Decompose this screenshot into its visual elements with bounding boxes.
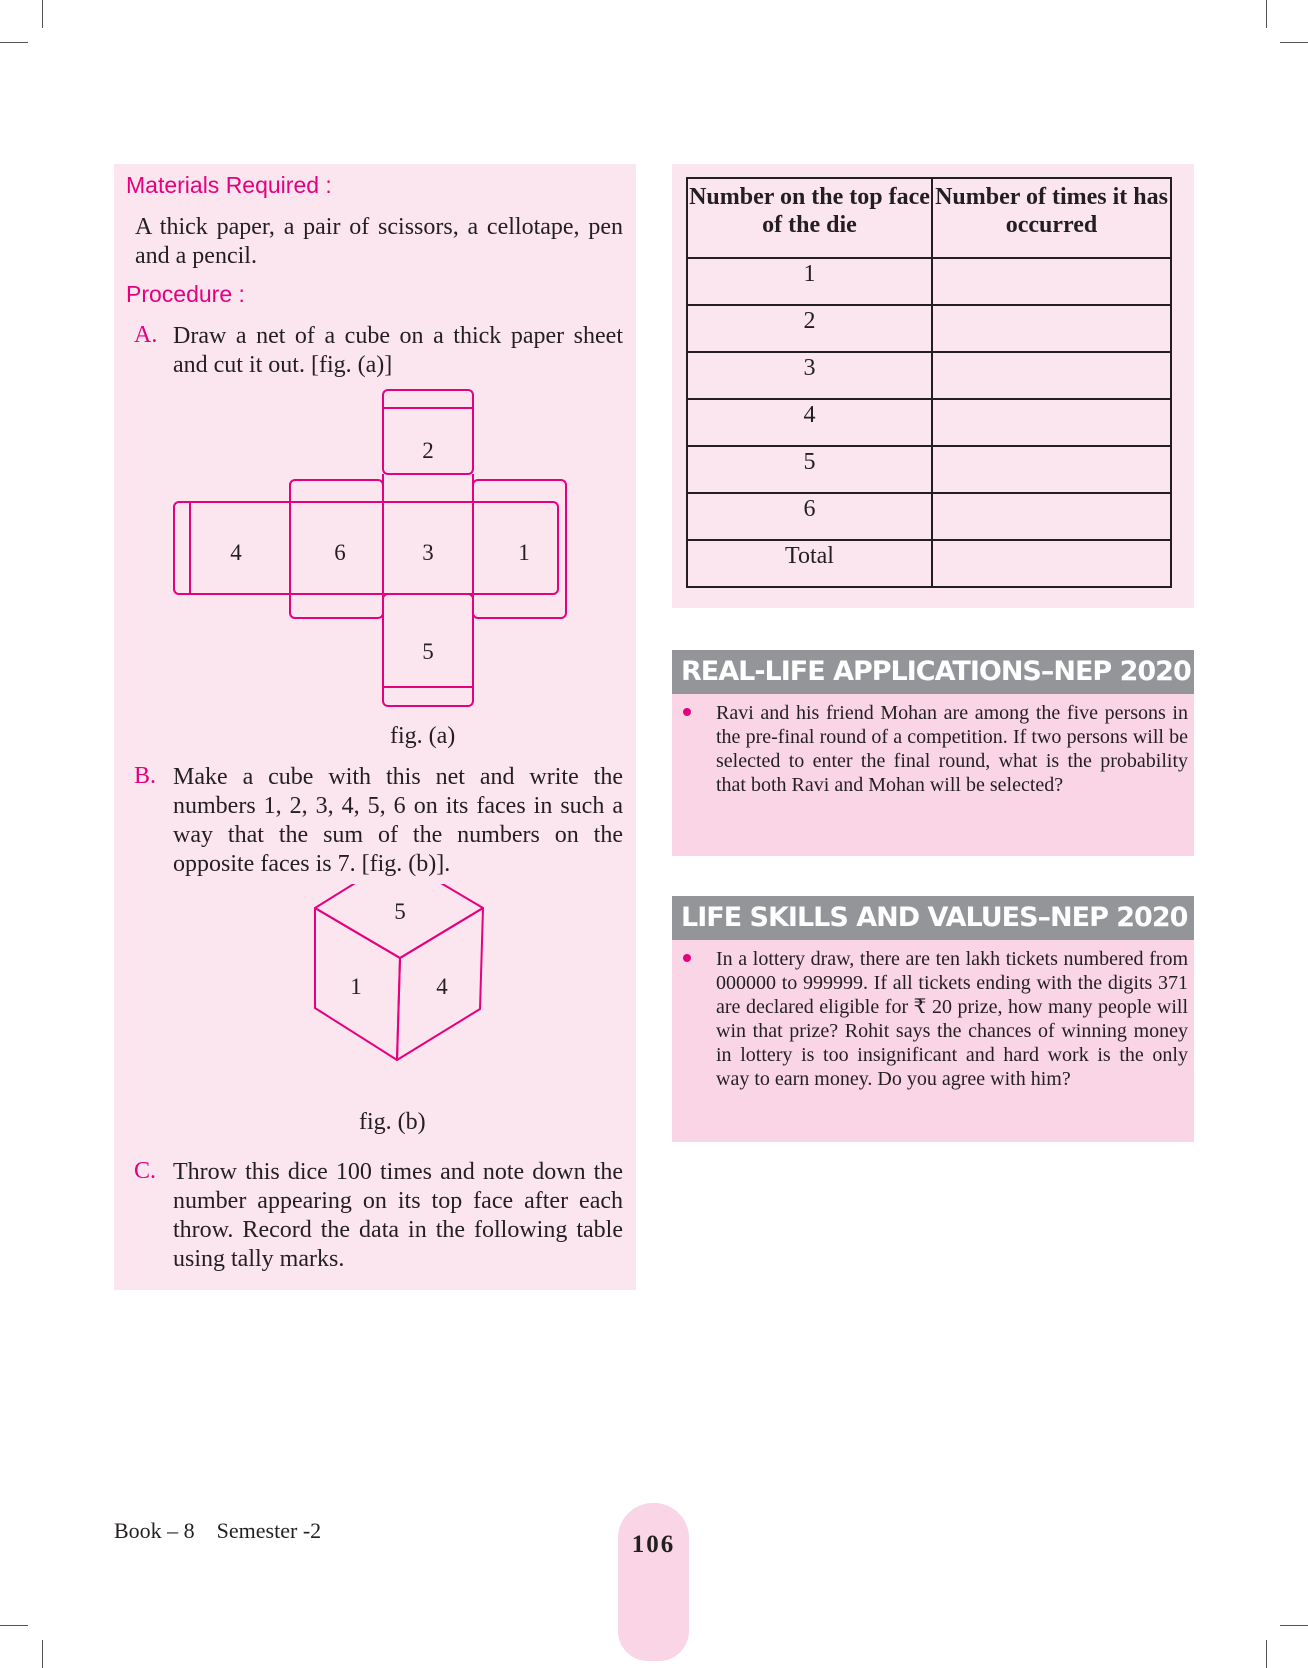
bullet-icon — [683, 708, 691, 716]
table-row — [687, 352, 1171, 399]
table-header-row — [687, 178, 1171, 258]
cube-figure — [114, 884, 636, 1094]
table-row — [687, 258, 1171, 305]
table-cell: 4 — [687, 399, 932, 446]
table-row — [687, 540, 1171, 587]
step-b-text: Make a cube with this net and write the numbers 1, 2, 3, 4, 5, 6 on its faces in such a way that the sum of the numbers on the opposite faces is 7. [fig. (b)]. — [173, 764, 623, 877]
footer-book-label: Book – 8 Semester -2 — [114, 1518, 322, 1543]
step-a-text: Draw a net of a cube on a thick paper sheet and cut it out. [fig. (a)] — [173, 323, 623, 378]
crop-mark — [0, 1625, 28, 1626]
table-cell: Total — [687, 540, 932, 587]
step-b-letter: B. — [134, 763, 157, 789]
crop-mark — [42, 1640, 43, 1668]
page-number-tab — [618, 1503, 689, 1661]
tally-table — [686, 177, 1172, 588]
tally-cell — [932, 305, 1171, 352]
table-row — [687, 493, 1171, 540]
real-life-box — [672, 694, 1194, 856]
cube-label-right: 4 — [436, 974, 448, 999]
materials-text: A thick paper, a pair of scissors, a cellotape, pen and a pencil. — [135, 214, 623, 269]
step-c-letter: C. — [134, 1158, 157, 1184]
table-row — [687, 446, 1171, 493]
column-header: Number of times it has occurred — [932, 178, 1171, 258]
materials-heading: Materials Required : — [126, 172, 332, 198]
net-label-right: 1 — [518, 540, 530, 565]
tally-cell — [932, 446, 1171, 493]
life-skills-question: In a lottery draw, there are ten lakh tickets numbered from 000000 to 999999. If all tickets ending with the digits 371 are declared eligible for ₹ 20 prize, how many people will win that prize? Rohit says the chances of winning money in lottery is too insignificant and hard work is the only way to earn money. Do you agree with him? — [716, 948, 1188, 1090]
tally-cell — [932, 493, 1171, 540]
net-label-center: 3 — [422, 540, 434, 565]
page-number: 106 — [631, 1531, 676, 1558]
crop-mark — [42, 0, 43, 28]
net-label-top: 2 — [422, 438, 434, 463]
step-a-letter: A. — [134, 322, 158, 348]
cube-label-top: 5 — [394, 899, 406, 924]
table-cell: 3 — [687, 352, 932, 399]
table-cell: 1 — [687, 258, 932, 305]
net-label-left: 4 — [230, 540, 242, 565]
fig-a-caption: fig. (a) — [390, 723, 456, 749]
net-label-mid-left: 6 — [334, 540, 346, 565]
real-life-question: Ravi and his friend Mohan are among the five persons in the pre-final round of a competition. If two persons will be selected to enter the final round, what is the probability that both Ravi and Mohan will be selected? — [716, 702, 1188, 796]
net-label-bottom: 5 — [422, 639, 434, 664]
table-cell: 5 — [687, 446, 932, 493]
tally-cell — [932, 258, 1171, 305]
fig-b-caption: fig. (b) — [359, 1109, 426, 1135]
cube-label-left: 1 — [350, 974, 362, 999]
table-row — [687, 399, 1171, 446]
crop-mark — [1280, 1625, 1308, 1626]
crop-mark — [1266, 0, 1267, 28]
table-cell: 2 — [687, 305, 932, 352]
table-cell: 6 — [687, 493, 932, 540]
life-skills-banner: LIFE SKILLS AND VALUES–NEP 2020 — [672, 896, 1194, 940]
bullet-icon — [683, 954, 691, 962]
tally-cell — [932, 352, 1171, 399]
tally-table-panel — [672, 164, 1194, 608]
crop-mark — [1280, 42, 1308, 43]
tally-cell — [932, 399, 1171, 446]
column-header: Number on the top face of the die — [687, 178, 932, 258]
activity-panel — [114, 164, 636, 1290]
crop-mark — [1266, 1640, 1267, 1668]
crop-mark — [0, 42, 28, 43]
real-life-banner: REAL-LIFE APPLICATIONS–NEP 2020 — [672, 650, 1194, 694]
tally-cell — [932, 540, 1171, 587]
life-skills-box — [672, 940, 1194, 1142]
procedure-heading: Procedure : — [126, 281, 245, 307]
table-row — [687, 305, 1171, 352]
step-c-text: Throw this dice 100 times and note down the number appearing on its top face after each throw. Record the data in the following table using tally marks. — [173, 1159, 623, 1272]
